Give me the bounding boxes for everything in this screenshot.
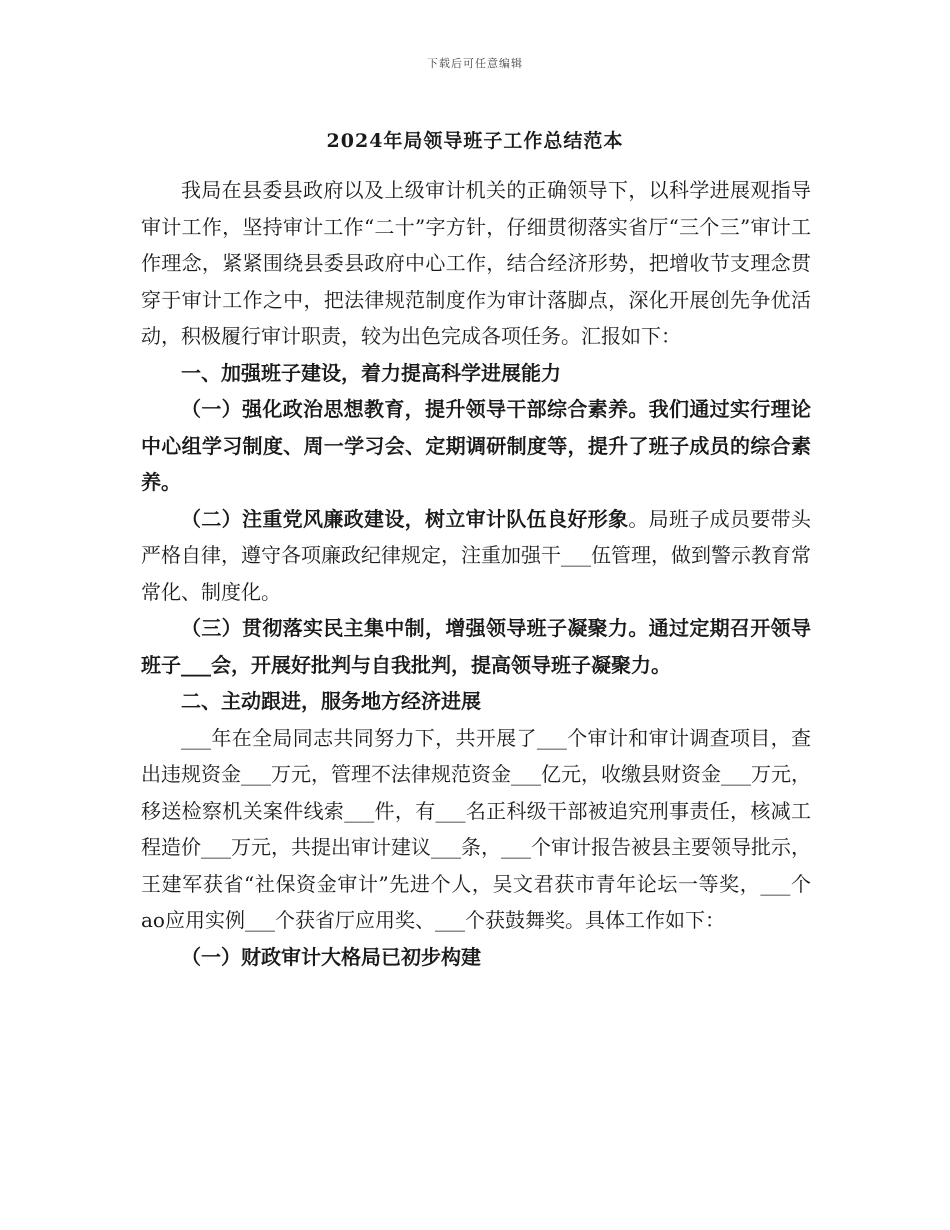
- section-1-heading: 一、加强班子建设，着力提高科学进展能力: [181, 360, 561, 385]
- header-note: 下载后可任意编辑: [427, 57, 523, 70]
- intro-paragraph: 我局在县委县政府以及上级审计机关的正确领导下，以科学进展观指导审计工作，坚持审计工作“二十”字方针，仔细贯彻落实省厅“三个三”审计工作理念，紧紧围绕县委县政府中心工作，结合经济形势，把增收节支理念贯穿于审计工作之中，把法律规范制度作为审计落脚点，深化开展创先争优活动，积极履行审计职责，较为出色完成各项任务。汇报如下：: [141, 178, 811, 348]
- section-1-item-1: （一）强化政治思想教育，提升领导干部综合素养。我们通过实行理论中心组学习制度、周一学习会、定期调研制度等，提升了班子成员的综合素养。: [141, 397, 811, 494]
- section-1-item-3: （三）贯彻落实民主集中制，增强领导班子凝聚力。通过定期召开领导班子___会，开展好批判与自我批判，提高领导班子凝聚力。: [141, 616, 811, 677]
- section-1-item-2: [141, 501, 811, 611]
- section-2-item-1: （一）财政审计大格局已初步构建: [181, 944, 481, 969]
- page-title: 2024年局领导班子工作总结范本: [326, 130, 624, 152]
- section-2-paragraph: ___年在全局同志共同努力下，共开展了___个审计和审计调查项目，查出违规资金___万元，管理不法律规范资金___亿元，收缴县财资金___万元，移送检察机关案件线索___件，有___名正科级干部被追究刑事责任，核减工程造价___万元，共提出审计建议___条，___个审计报告被县主要领导批示，王建军获省“社保资金审计”先进个人，吴文君获市青年论坛一等奖，___个ao应用实例___个获省厅应用奖、___个获鼓舞奖。具体工作如下：: [141, 725, 811, 932]
- section-2-heading: 二、主动跟进，服务地方经济进展: [181, 689, 481, 713]
- section-1-item-2-lead: （二）注重党风廉政建设，树立审计队伍良好形象: [181, 506, 629, 531]
- section-1-item-2-rest: 。局班子成员要带头严格自律，遵守各项廉政纪律规定，注重加强干___伍管理，做到警示教育常常化、制度化。: [141, 506, 812, 604]
- document-body: [141, 172, 811, 975]
